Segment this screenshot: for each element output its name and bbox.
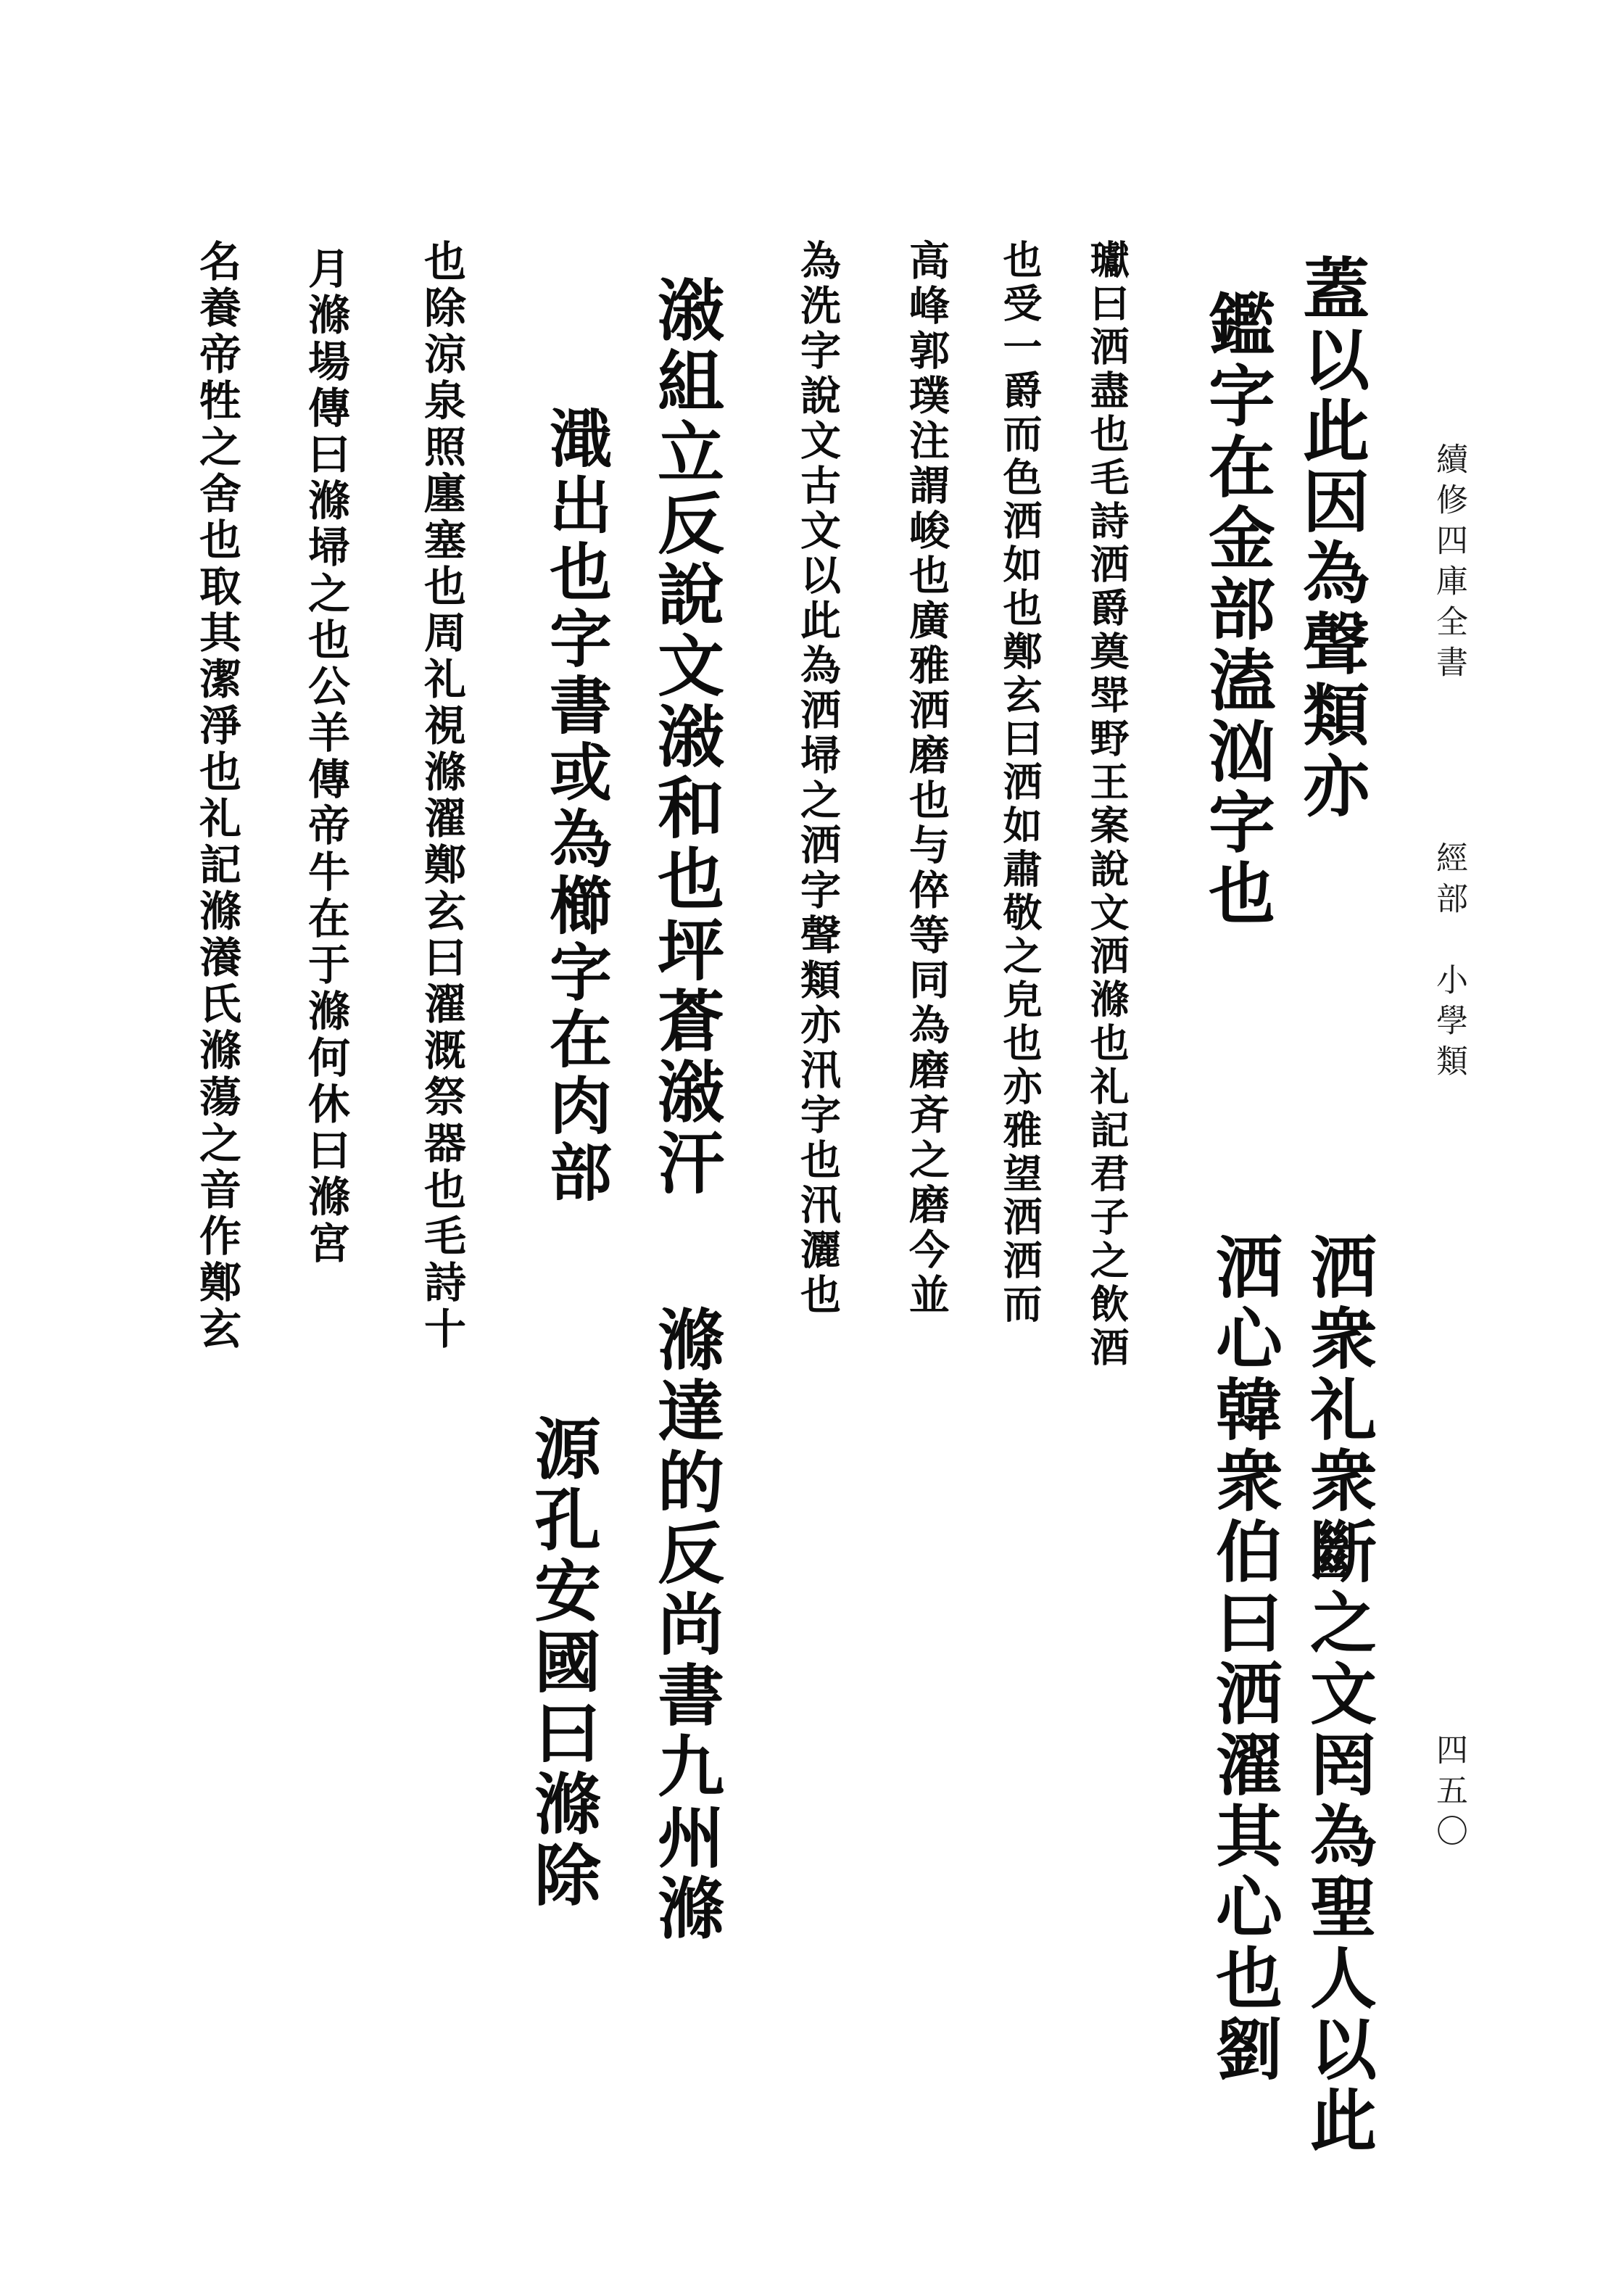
text-column-8: 為洗字說文古文以此為洒埽之洒字聲類亦汛字也汛灑也 [794, 239, 842, 1318]
text-column-15: 名養帝牲之舍也取其潔淨也礼記滌瀁氏滌蕩之音作鄭玄 [192, 239, 241, 1353]
book-title: 續修四庫全書 [1430, 442, 1467, 686]
section-label: 經部 小學類 [1430, 841, 1467, 1085]
page-number: 四五〇 [1430, 1733, 1467, 1855]
text-column-10: 濈出也字書或為櫛字在肉部 [539, 406, 612, 1207]
text-column-4: 洒心韓衆伯曰洒濯其心也劉 [1205, 1233, 1283, 2085]
text-column-2: 鑑字在金部溘汹字也 [1198, 290, 1276, 930]
text-column-14: 月滌場傳曰滌埽之也公羊傳帝牛在于滌何休曰滌宮 [301, 247, 350, 1268]
text-column-7: 高峰郭璞注謂峻也廣雅洒磨也与倅等同為磨斉之磨今並 [903, 239, 950, 1318]
text-column-3: 洒衆礼衆斷之文罔為聖人以此 [1299, 1233, 1378, 2157]
text-column-13: 也除涼泉照廛塞也周礼視滌濯鄭玄曰濯溉祭器也毛詩十 [417, 239, 466, 1353]
text-column-6: 也受一爵而色洒如也鄭玄曰洒如肅敬之皃也亦雅望洒洒而 [997, 239, 1043, 1327]
text-column-12: 源孔安國曰滌除 [523, 1414, 602, 1911]
text-column-9: 潊組立反說文潊和也坪蒼潊汗 [647, 276, 725, 1199]
text-column-1: 蓋以此因為聲類亦 [1292, 254, 1370, 822]
text-column-11: 滌達的反尚書九州滌 [647, 1305, 725, 1945]
text-column-5: 瓛曰洒盡也毛詩洒爵奠斝野王案說文洒滌也礼記君子之飲酒 [1084, 239, 1130, 1370]
